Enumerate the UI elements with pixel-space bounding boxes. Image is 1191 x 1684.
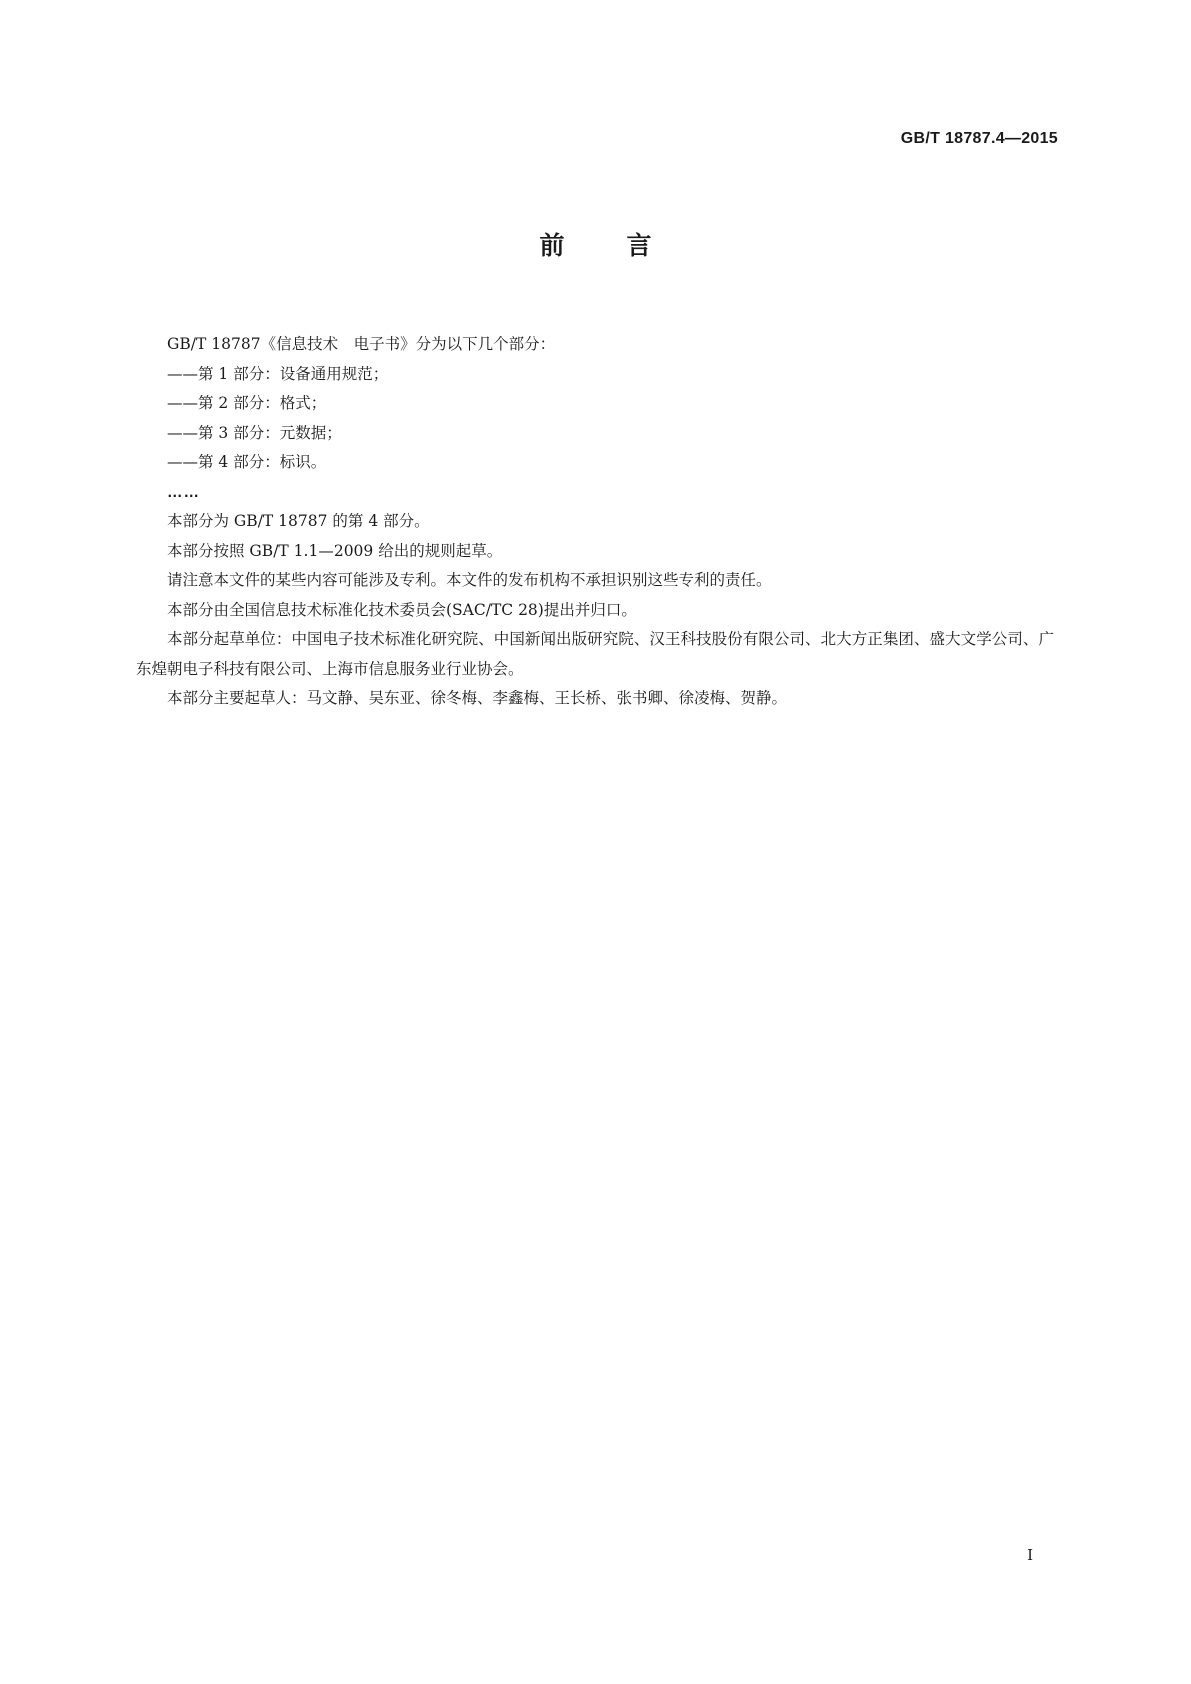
- list-item: ——第 4 部分：标识。: [167, 453, 327, 471]
- ellipsis: ……: [167, 483, 200, 501]
- page-title: 前言: [539, 231, 714, 260]
- part-statement-paragraph: 本部分为 GB/T 18787 的第 4 部分。: [167, 512, 430, 530]
- list-item: ——第 3 部分：元数据；: [167, 423, 342, 442]
- page-number: I: [1027, 1546, 1033, 1564]
- drafters-paragraph: 本部分主要起草人：马文静、吴东亚、徐冬梅、李鑫梅、王长桥、张书卿、徐凌梅、贺静。: [167, 689, 788, 707]
- drafting-units-paragraph: 本部分起草单位：中国电子技术标准化研究院、中国新闻出版研究院、汉王科技股份有限公司、北大方正集团、盛大文学公司、广东煌朝电子科技有限公司、上海市信息服务业行业协会。: [136, 630, 1054, 678]
- list-item: ——第 1 部分：设备通用规范；: [167, 364, 389, 383]
- standard-code: GB/T 18787.4—2015: [900, 130, 1058, 147]
- list-item: ——第 2 部分：格式；: [167, 394, 327, 412]
- intro-paragraph: GB/T 18787《信息技术 电子书》分为以下几个部分：: [167, 335, 556, 353]
- drafting-rules-paragraph: 本部分按照 GB/T 1.1—2009 给出的规则起草。: [167, 541, 503, 560]
- patent-notice-paragraph: 请注意本文件的某些内容可能涉及专利。本文件的发布机构不承担识别这些专利的责任。: [167, 571, 772, 589]
- committee-paragraph: 本部分由全国信息技术标准化技术委员会(SAC/TC 28)提出并归口。: [167, 600, 637, 619]
- foreword-body: [136, 330, 1054, 714]
